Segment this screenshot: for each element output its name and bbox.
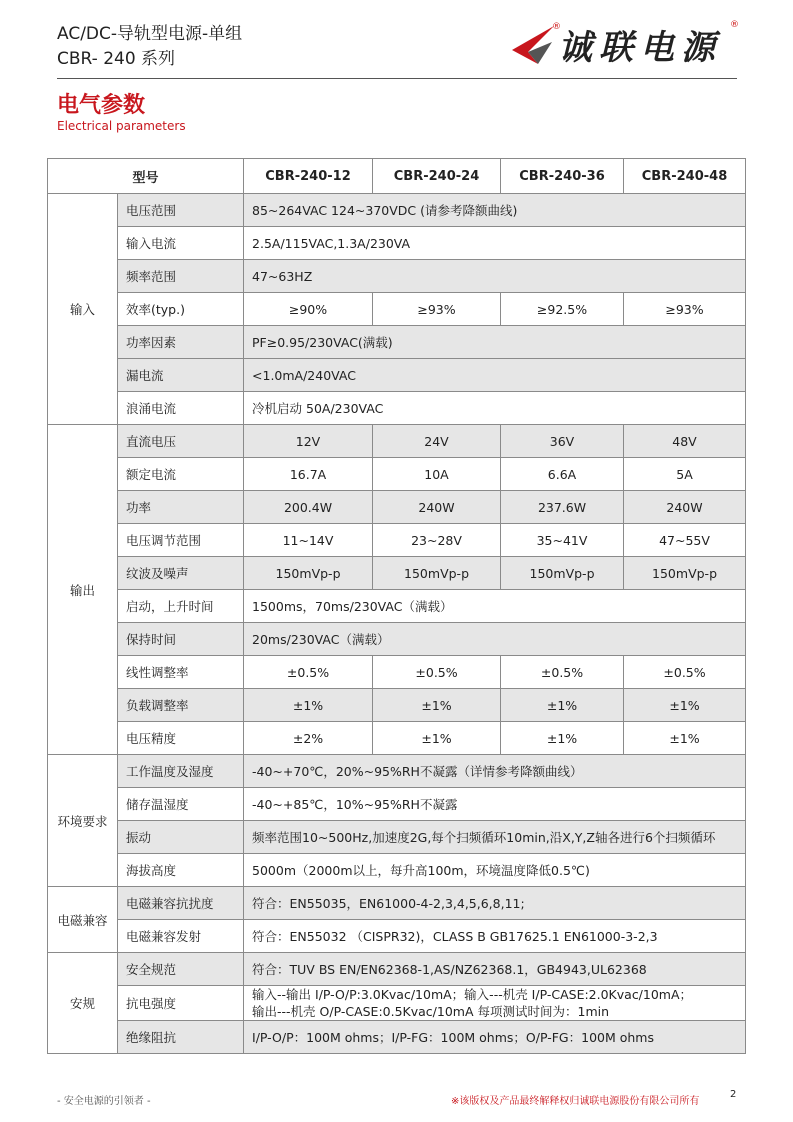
cell: 240W (373, 491, 501, 524)
table-row (48, 524, 746, 557)
row-value: 2.5A/115VAC,1.3A/230VA (244, 227, 746, 260)
cell: 23~28V (373, 524, 501, 557)
row-label: 负载调整率 (118, 689, 244, 722)
table-row (48, 722, 746, 755)
row-label: 效率(typ.) (118, 293, 244, 326)
cell: ±0.5% (244, 656, 373, 689)
footer-copyright: ※该版权及产品最终解释权归诚联电源股份有限公司所有 (451, 1096, 700, 1107)
cell: 240W (624, 491, 746, 524)
header-line-1: AC/DC-导轨型电源-单组 (57, 24, 243, 44)
group-input: 输入 (48, 194, 118, 425)
electrical-parameters-table (47, 158, 746, 1054)
table-row (48, 656, 746, 689)
row-value: 1500ms，70ms/230VAC（满载） (244, 590, 746, 623)
table-row (48, 1021, 746, 1054)
row-label: 功率因素 (118, 326, 244, 359)
logo-reg-mark-right: ® (730, 20, 739, 30)
table-row (48, 953, 746, 986)
cell: ±2% (244, 722, 373, 755)
row-label: 线性调整率 (118, 656, 244, 689)
row-label: 漏电流 (118, 359, 244, 392)
row-label: 频率范围 (118, 260, 244, 293)
row-label: 输入电流 (118, 227, 244, 260)
table-row (48, 194, 746, 227)
table-row (48, 392, 746, 425)
page-number: 2 (730, 1089, 737, 1100)
row-label: 电压精度 (118, 722, 244, 755)
row-value: 85~264VAC 124~370VDC (请参考降额曲线) (244, 194, 746, 227)
header-series-title (57, 22, 242, 72)
cell: ±0.5% (373, 656, 501, 689)
table-row (48, 920, 746, 953)
row-value: 5000m（2000m以上，每升高100m，环境温度降低0.5℃) (244, 854, 746, 887)
withstand-line-1: 输入--输出 I/P-O/P:3.0Kvac/10mA；输入---机壳 I/P-CASE:2.0Kvac/10mA； (252, 987, 693, 1002)
row-label: 电磁兼容发射 (118, 920, 244, 953)
company-logo (508, 20, 740, 66)
row-value: 20ms/230VAC（满载） (244, 623, 746, 656)
cell: ±1% (244, 689, 373, 722)
model-1: CBR-240-12 (244, 159, 373, 194)
row-label: 振动 (118, 821, 244, 854)
row-label: 电磁兼容抗扰度 (118, 887, 244, 920)
table-row (48, 590, 746, 623)
row-value: 符合：TUV BS EN/EN62368-1,AS/NZ62368.1，GB4943,UL62368 (244, 953, 746, 986)
header-line-2: CBR- 240 系列 (57, 49, 176, 69)
row-label: 储存温湿度 (118, 788, 244, 821)
section-title: 电气参数 (57, 93, 146, 118)
cell: 12V (244, 425, 373, 458)
table-row (48, 260, 746, 293)
table-row (48, 326, 746, 359)
cell: 150mVp-p (244, 557, 373, 590)
row-label: 电压范围 (118, 194, 244, 227)
table-row (48, 491, 746, 524)
row-value: -40~+70℃，20%~95%RH不凝露（详情参考降额曲线） (244, 755, 746, 788)
table-row (48, 788, 746, 821)
cell: 47~55V (624, 524, 746, 557)
table-row (48, 227, 746, 260)
group-output: 输出 (48, 425, 118, 755)
section-subtitle: Electrical parameters (57, 119, 186, 133)
row-value (244, 986, 746, 1021)
cell: ±1% (373, 689, 501, 722)
row-value: 冷机启动 50A/230VAC (244, 392, 746, 425)
row-label: 浪涌电流 (118, 392, 244, 425)
row-label: 抗电强度 (118, 986, 244, 1021)
model-4: CBR-240-48 (624, 159, 746, 194)
row-label: 额定电流 (118, 458, 244, 491)
model-label: 型号 (48, 159, 244, 194)
cell: 5A (624, 458, 746, 491)
row-value: <1.0mA/240VAC (244, 359, 746, 392)
cell: 48V (624, 425, 746, 458)
group-emc: 电磁兼容 (48, 887, 118, 953)
row-label: 直流电压 (118, 425, 244, 458)
cell: 11~14V (244, 524, 373, 557)
row-value: I/P-O/P：100M ohms；I/P-FG：100M ohms；O/P-FG：100M ohms (244, 1021, 746, 1054)
cell: ±1% (501, 689, 624, 722)
model-2: CBR-240-24 (373, 159, 501, 194)
cell: 6.6A (501, 458, 624, 491)
table-row (48, 986, 746, 1021)
cell: ≥92.5% (501, 293, 624, 326)
row-label: 功率 (118, 491, 244, 524)
logo-mark-icon (508, 24, 556, 66)
cell: 24V (373, 425, 501, 458)
cell: 150mVp-p (624, 557, 746, 590)
table-row (48, 557, 746, 590)
cell: 10A (373, 458, 501, 491)
cell: ≥93% (624, 293, 746, 326)
row-label: 启动，上升时间 (118, 590, 244, 623)
row-value: -40~+85℃，10%~95%RH不凝露 (244, 788, 746, 821)
cell: ±1% (501, 722, 624, 755)
cell: ±1% (373, 722, 501, 755)
row-value: 频率范围10~500Hz,加速度2G,每个扫频循环10min,沿X,Y,Z轴各进行6个扫频循环 (244, 821, 746, 854)
row-value: 47~63HZ (244, 260, 746, 293)
cell: 150mVp-p (373, 557, 501, 590)
table-header-row (48, 159, 746, 194)
table-row (48, 854, 746, 887)
table-row (48, 821, 746, 854)
table-row (48, 689, 746, 722)
cell: 200.4W (244, 491, 373, 524)
table-row (48, 293, 746, 326)
withstand-line-2: 输出---机壳 O/P-CASE:0.5Kvac/10mA 每项测试时间为：1min (252, 1004, 610, 1019)
cell: ±0.5% (624, 656, 746, 689)
header-divider (57, 78, 737, 79)
cell: ≥93% (373, 293, 501, 326)
model-3: CBR-240-36 (501, 159, 624, 194)
table-row (48, 425, 746, 458)
table-row (48, 359, 746, 392)
row-value: PF≥0.95/230VAC(满载) (244, 326, 746, 359)
row-value: 符合：EN55032 （CISPR32)，CLASS B GB17625.1 EN61000-3-2,3 (244, 920, 746, 953)
cell: ±1% (624, 689, 746, 722)
logo-reg-mark-left: ® (552, 22, 561, 32)
cell: 237.6W (501, 491, 624, 524)
cell: 36V (501, 425, 624, 458)
row-label: 安全规范 (118, 953, 244, 986)
cell: 150mVp-p (501, 557, 624, 590)
row-label: 绝缘阻抗 (118, 1021, 244, 1054)
row-value: 符合：EN55035，EN61000-4-2,3,4,5,6,8,11; (244, 887, 746, 920)
row-label: 电压调节范围 (118, 524, 244, 557)
row-label: 海拔高度 (118, 854, 244, 887)
row-label: 工作温度及湿度 (118, 755, 244, 788)
table-row (48, 458, 746, 491)
table-row (48, 755, 746, 788)
cell: 16.7A (244, 458, 373, 491)
table-row (48, 623, 746, 656)
group-environment: 环境要求 (48, 755, 118, 887)
footer-slogan: - 安全电源的引领者 - (57, 1096, 151, 1107)
cell: 35~41V (501, 524, 624, 557)
row-label: 保持时间 (118, 623, 244, 656)
row-label: 纹波及噪声 (118, 557, 244, 590)
cell: ±0.5% (501, 656, 624, 689)
group-safety: 安规 (48, 953, 118, 1054)
cell: ≥90% (244, 293, 373, 326)
table-row (48, 887, 746, 920)
logo-wordmark: 诚联电源 (558, 28, 722, 68)
cell: ±1% (624, 722, 746, 755)
